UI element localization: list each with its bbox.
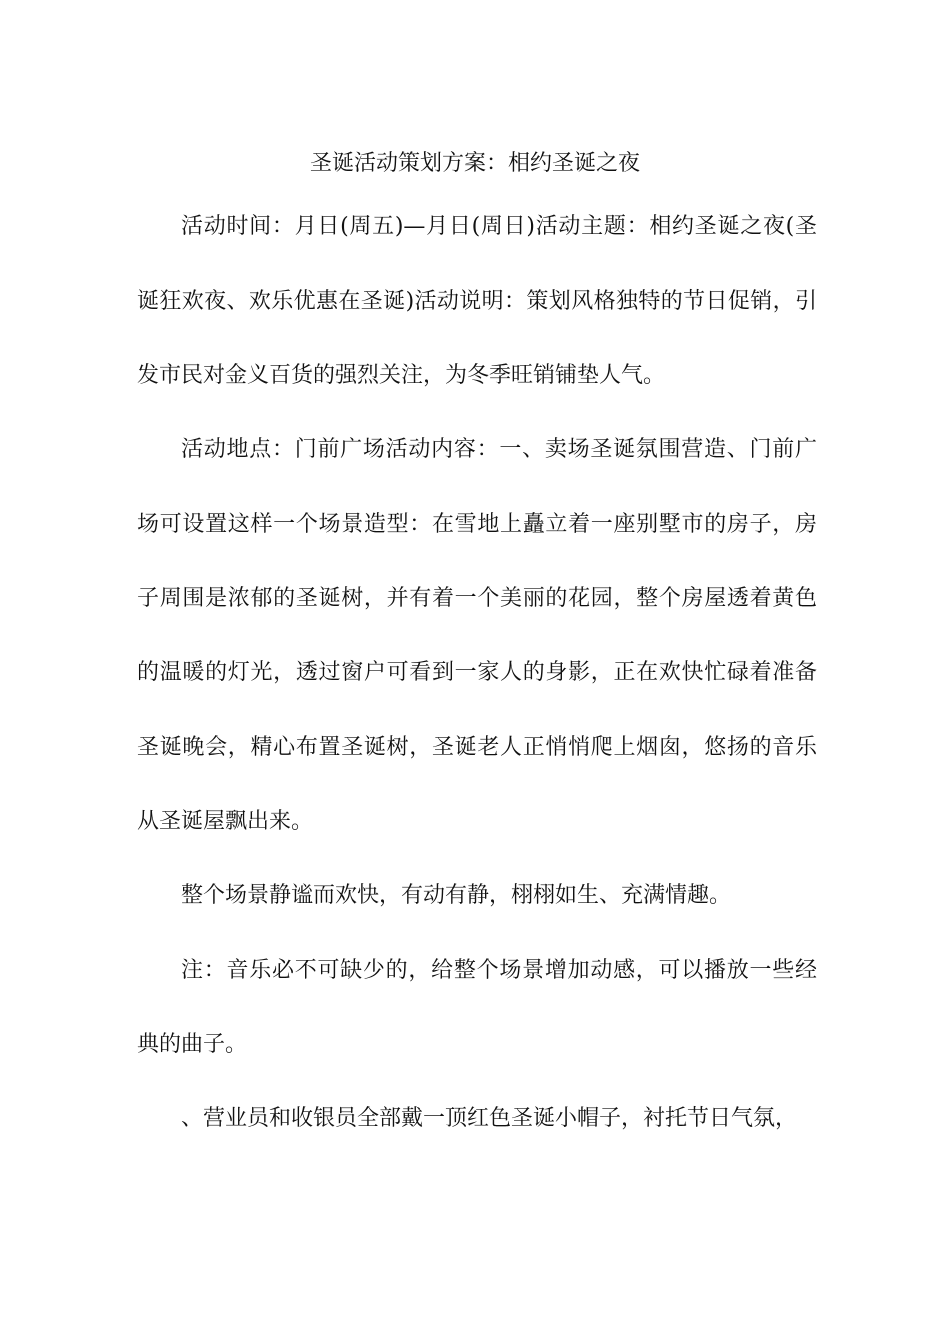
- paragraph-line: 活动时间：月日(周五)—月日(周日)活动主题：相约圣诞之夜(圣: [181, 214, 817, 239]
- paragraph-line: 的温暖的灯光，透过窗户可看到一家人的身影，正在欢快忙碌着准备: [137, 660, 817, 685]
- paragraph-line: 场可设置这样一个场景造型：在雪地上矗立着一座别墅市的房子，房: [137, 512, 817, 537]
- paragraph-line: 整个场景静谧而欢快，有动有静，栩栩如生、充满情趣。: [181, 883, 732, 908]
- paragraph-line: 发市民对金义百货的强烈关注，为冬季旺销铺垫人气。: [137, 363, 666, 388]
- paragraph-line: 圣诞晚会，精心布置圣诞树，圣诞老人正悄悄爬上烟囱，悠扬的音乐: [137, 735, 817, 760]
- paragraph-line: 活动地点：门前广场活动内容：一、卖场圣诞氛围营造、门前广: [181, 437, 817, 462]
- paragraph-line: 子周围是浓郁的圣诞树，并有着一个美丽的花园，整个房屋透着黄色: [137, 586, 817, 611]
- paragraph-line: 从圣诞屋飘出来。: [137, 809, 314, 834]
- paragraph-line: 注：音乐必不可缺少的，给整个场景增加动感，可以播放一些经: [181, 958, 817, 983]
- paragraph-line: 、营业员和收银员全部戴一顶红色圣诞小帽子，衬托节日气氛，: [181, 1106, 798, 1131]
- paragraph-line: 典的曲子。: [137, 1032, 248, 1057]
- document-title: 圣诞活动策划方案：相约圣诞之夜: [309, 151, 640, 176]
- paragraph-line: 诞狂欢夜、欢乐优惠在圣诞)活动说明：策划风格独特的节日促销，引: [137, 289, 817, 314]
